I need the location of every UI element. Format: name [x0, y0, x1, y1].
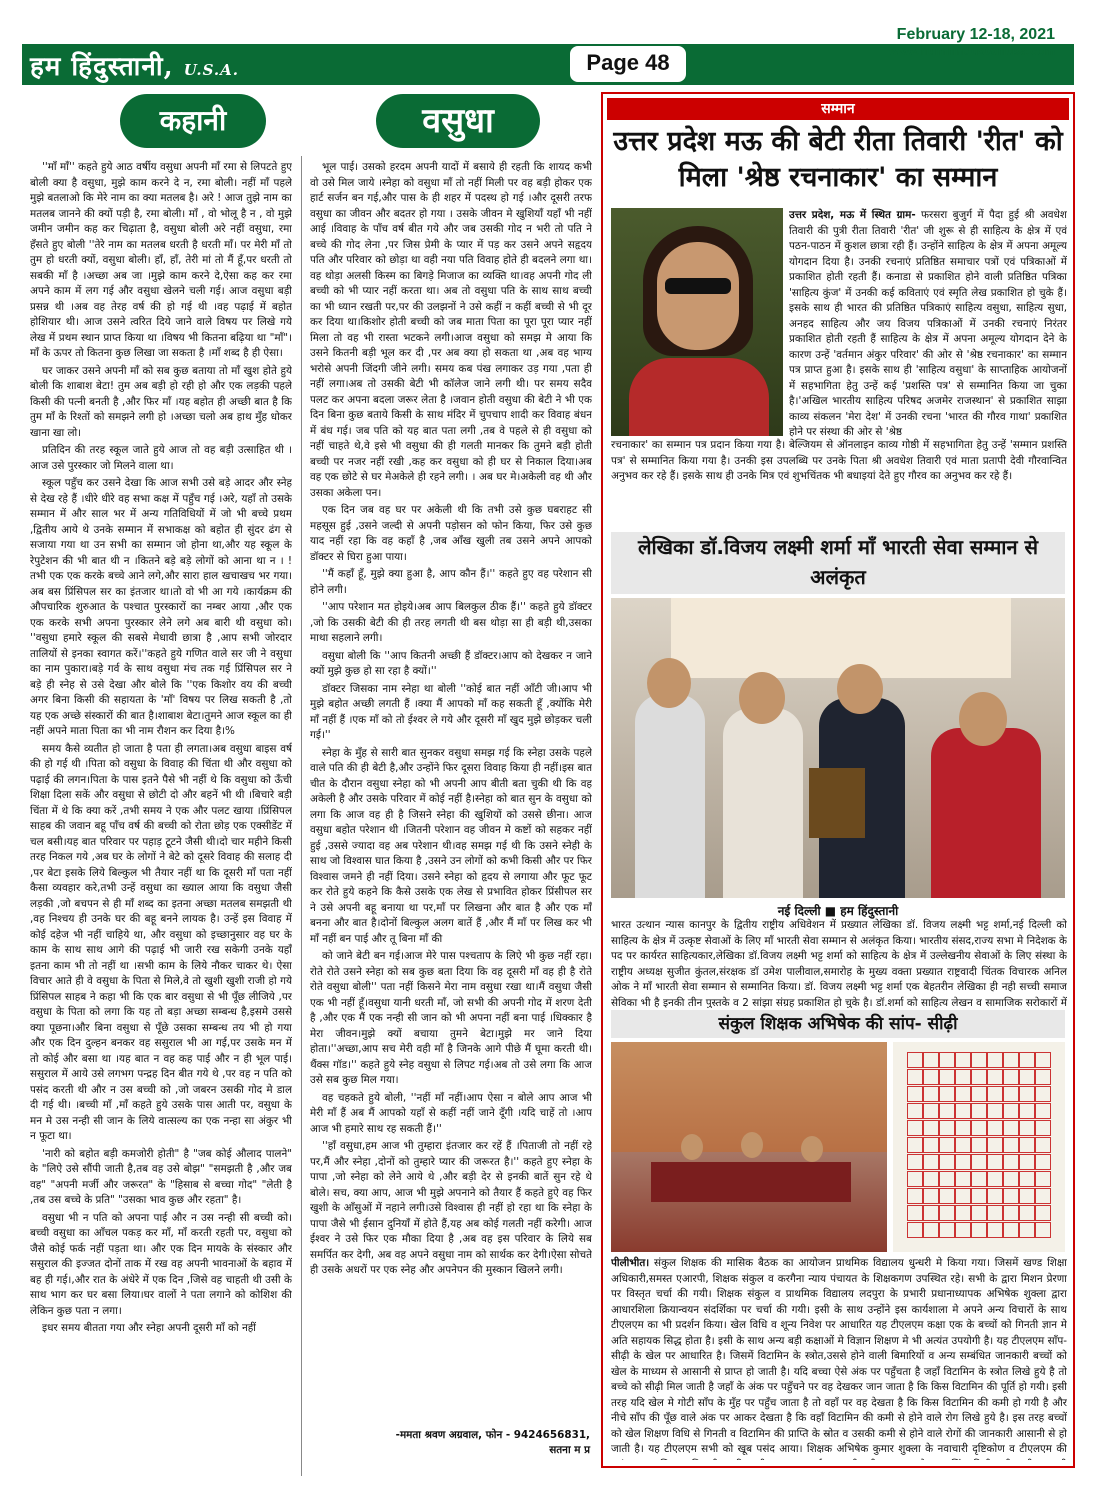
- photo-sunglasses: [665, 278, 731, 294]
- board-cell: [923, 1069, 939, 1085]
- photo-head: [741, 1132, 763, 1158]
- board-cell: [987, 1137, 1003, 1153]
- story-paragraph: ''हाँ वसुधा,हम आज भी तुम्हारा इंतजार कर रहें हैं ।पिताजी तो नहीं रहे पर,मैं और स्नेहा ,दोनों को तुम्हारे प्यार की जरूरत है।'' कहते हुए स्नेहा के पापा ,जो स्नेहा को लेने आये थे ,और बड़ी देर से इनकी बातें सुन रहे थे बोले। सच, क्या आप, आज भी मुझे अपनाने को तैयार हैं कहते हुऐ वह फिर खुशी के आँसुओं में नहाने लगी।उसे विश्वास ही नहीं हो रहा था कि स्नेहा के पापा जैसे भी ईसान दुनियाँ में होते हैं,यह अब कोई गलती नहीं करेगी। आज ईश्वर ने उसे फिर एक मौका दिया है ,अब वह इस परिवार के लिये सब समर्पित कर देगी, अब वह अपने वसुधा नाम को सार्थक कर देगी।ऐसा सोचते ही उसके अधरों पर एक स्नेह और अपनेपन की मुस्कान खिलने लगी।: [310, 1140, 592, 1276]
- news-1-full-text: रचनाकार' का सम्मान पत्र प्रदान किया गया है। बेल्जियम से ऑनलाइन काव्य गोष्ठी में सहभागिता हेतु उन्हें 'सम्मान प्रशस्ति पत्र' से सम्मानित किया गया है। उनकी इस उपलब्धि पर उनके पिता श्री अवधेश तिवारी एवं माता प्रतापी देवी गौरवान्वित अनुभव कर रहे हैं। इसके साथ ही उनके मित्र एवं शुभचिंतक भी बधाइयां देते हुए गौरव का अनुभव कर रहे हैं।: [611, 439, 1067, 482]
- board-cell: [907, 1069, 923, 1085]
- photo-head-1: [647, 658, 691, 708]
- board-cell: [923, 1103, 939, 1119]
- board-cell: [955, 1137, 971, 1153]
- story-column-2: [310, 160, 592, 1422]
- board-cell: [1003, 1103, 1019, 1119]
- news-headline-2: लेखिका डॉ.विजय लक्ष्मी शर्मा माँ भारती सेवा सम्मान से अलंकृत: [611, 532, 1065, 594]
- issue-date: February 12-18, 2021: [896, 26, 1055, 43]
- author-name: -ममता श्रवण अग्रवाल, फोन - 9424656831,: [395, 1429, 590, 1441]
- board-cell: [1019, 1137, 1035, 1153]
- story-paragraph: वसुधा भी न पति को अपना पाई और न उस नन्ही सी बच्ची को। बच्ची वसुधा का आँचल पकड़ कर माँ, माँ करती रहती पर, वसुधा को जैसे कोई फर्क नहीं पड़ता था। और एक दिन मायके के संस्कार और ससुराल की इज्जत दोनों ताक में रख वह अपनी भावनाओं के बहाव में बह ही गई।,और रात के अंधेरे में एक दिन ,जिसे वह चाहती थी उसी के साथ भाग कर घर बसा लिया।घर वालों ने पता लगाने को कोशिश की लेकिन कुछ पता न लगा।: [30, 1211, 292, 1317]
- story-paragraph: स्कूल पहुँच कर उसने देखा कि आज सभी उसे बड़े आदर और स्नेह से देख रहे हैं ।धीरे धीरे वह सभा कक्ष में पहुँच गई ।अरे, यहाँ तो उसके सम्मान में और साल भर में अन्य गतिविधियों में जो भी बच्चे प्रथम ,द्वितीय आये थे उनके सम्मान में सभाकक्ष को बहोत ही सुंदर ढंग से सजाया गया था उन सभी का सम्मान जो होना था,और यह स्कूल के रेपुटेशन की भी बात थी न ।कितने बड़े बड़े लोगों को आना था न । !तभी एक एक करके बच्चे आने लगे,और सारा हाल खचाखच भर गया।अब बस प्रिंसिपल सर का इंतजार था।तो वो भी आ गये ।कार्यक्रम की औपचारिक शुरुआत के पश्चात पुरस्कारों का नम्बर आया ,और एक एक करके सभी अपना पुरस्कार लेने लगे अब बारी थी वसुधा को। ''वसुधा हमारे स्कूल की सबसे मेधावी छात्रा है ,आप सभी जोरदार तालियों से इनका स्वागत करें।''कहते हुये गणित वाले सर जी ने वसुधा का नाम पुकारा।बड़े गर्व के साथ वसुधा मंच तक गई प्रिंसिपल सर ने बड़े ही स्नेह से उसे देखा और बोले कि ''एक किशोर वय की बच्ची अगर बिना किसी की सहायता के 'माँ' विषय पर लिख सकती है ,तो यह एक अच्छे संस्कारों की बात है।शाबाश बेटा।तुमने आज स्कूल का ही नहीं अपने माता पिता का भी नाम रौशन कर दिया है।%: [30, 477, 292, 737]
- board-cell: [1019, 1086, 1035, 1102]
- news-box: [601, 92, 1075, 1468]
- section-label: कहानी: [159, 104, 227, 137]
- board-cell: [1019, 1171, 1035, 1187]
- story-paragraph: ''आप परेशान मत होइये।अब आप बिलकुल ठीक हैं।'' कहते हुये डॉक्टर ,जो कि उसकी बेटी की ही तरह लगती थी बस थोड़ा सा ही बड़ी थी,उसका माथा सहलाने लगी।: [310, 601, 592, 644]
- board-cell: [971, 1069, 987, 1085]
- board-cell: [939, 1137, 955, 1153]
- board-cell: [1035, 1137, 1051, 1153]
- board-cell: [987, 1069, 1003, 1085]
- board-cell: [1035, 1154, 1051, 1170]
- masthead-title: [30, 47, 239, 83]
- board-cell: [923, 1188, 939, 1204]
- board-cell: [987, 1120, 1003, 1136]
- story-paragraph: डॉक्टर जिसका नाम स्नेहा था बोली ''कोई बात नहीं आँटी जी।आप भी मुझे बहोत अच्छी लगती हैं ।क्या मैं आपको माँ कह सकती हूँ ,क्योंकि मेरी माँ नहीं हैं ।एक माँ को तो ईश्वर ले गये और दूसरी माँ खुद मुझे छोड़कर चली गई।'': [310, 682, 592, 741]
- board-cell: [1003, 1188, 1019, 1204]
- board-cell: [971, 1205, 987, 1221]
- photo-banner: [671, 598, 1011, 678]
- board-cell: [1003, 1137, 1019, 1153]
- issue-date-block: [889, 26, 1055, 58]
- board-cell: [907, 1137, 923, 1153]
- masthead-title-suffix: U.S.A.: [183, 61, 240, 79]
- board-cell: [1035, 1069, 1051, 1085]
- page-number: Page 48: [568, 44, 688, 84]
- photo-table: [651, 1162, 851, 1202]
- board-cell: [1035, 1205, 1051, 1221]
- photo-scarf: [629, 358, 769, 436]
- board-cell: [1003, 1171, 1019, 1187]
- meeting-photo: [611, 1042, 887, 1252]
- board-cell: [955, 1222, 971, 1238]
- masthead-title-text: हम हिंदुस्तानी,: [30, 52, 174, 82]
- photo-head: [801, 1136, 823, 1162]
- news-2-caption: नई दिल्ली ■ हम हिंदुस्तानी: [777, 904, 899, 918]
- board-cell: [1019, 1222, 1035, 1238]
- photo-person-1: [635, 694, 705, 898]
- board-cell: [987, 1188, 1003, 1204]
- board-cell: [1019, 1052, 1035, 1068]
- board-cell: [955, 1103, 971, 1119]
- board-cell: [939, 1069, 955, 1085]
- story-paragraph: प्रतिदिन की तरह स्कूल जाते हुये आज तो वह बड़ी उत्साहित थी ।आज उसे पुरस्कार जो मिलने वाला था।: [30, 444, 292, 472]
- story-paragraph: को जाने बेटी बन गई।आज मेरे पास पश्चताप के लिऐ भी कुछ नहीं रहा।रोते रोते उसने स्नेहा को सब कुछ बता दिया कि वह दूसरी माँ वह ही है रोते रोते वसुधा बोली'' पता नहीं किसने मेरा नाम वसुधा रखा था।मैं वसुधा जैसी एक भी नहीं हूँ।वसुधा यानी धरती माँ, जो सभी की अपनी गोद में शरण देती है ,और एक मैं एक नन्ही सी जान को भी अपना नहीं बना पाई ।धिक्कार है मेरा जीवन।मुझे क्यों बचाया तुमने बेटा।मुझे मर जाने दिया होता।''अच्छा,आप सच मेरी वही माँ है जिनके आगे पीछे मैं घूमा करती थी।थैंक्स गॉड।'' कहते हुये स्नेह वसुधा से लिपट गई।अब तो उसे लगा कि आज उसे सब कुछ मिल गया।: [310, 950, 592, 1086]
- board-cell: [987, 1154, 1003, 1170]
- board-cell: [939, 1205, 955, 1221]
- news-3-body: संकुल शिक्षक की मासिक बैठक का आयोजन प्राथमिक विद्यालय धुन्धरी मे किया गया। जिसमें खण्ड शिक्षा अधिकारी,समस्त एआरपी, शिक्षक संकुल व करगैना न्याय पंचायत के शिक्षकगण उपस्थित रहे। सभी के द्वारा मिशन प्रेरणा पर विस्तृत चर्चा की गयी। शिक्षक संकुल व प्राथमिक विद्यालय लदपुरा के प्रभारी प्रधानाध्यापक अभिषेक शुक्ला द्वारा आधारशिला क्रियान्वयन संदर्शिका पर चर्चा की गयी। इसी के साथ उन्होंने इस कार्यशाला मे अपने अन्य विचारों के साथ टीएलएम का भी प्रदर्शन किया। खेल विधि व शून्य निवेश पर आधारित यह टीएलएम कक्षा एक के बच्चों को गिनती ज्ञान मे अति सहायक सिद्ध होता है। इसी के साथ अन्य बड़ी कक्षाओं मे विज्ञान शिक्षण मे भी अत्यंत उपयोगी है। यह टीएलएम साँप- सीढ़ी के खेल पर आधारित है। जिसमें विटामिन के स्त्रोत,उससे होने वाली बिमारियों व अन्य सम्बंधित जानकारी बच्चों को खेल के माध्यम से आसानी से प्राप्त हो जाती है। यदि बच्चा ऐसे अंक पर पहुँचता है जहाँ विटामिन के स्त्रोत लिखे हुये है तो बच्चे को सीढ़ी मिल जाती है जहाँ के अंक पर पहुँचने पर वह देखकर जान जाता है कि किस विटामिन की पूर्ति हो गयी। इसी तरह यदि खेल मे गोटी साँप के मुँह पर पहुँच जाता है तो वहाँ पर वह देखता है कि किस विटामिन की कमी हो गयी है और नीचे साँप की पूँछ वाले अंक पर आकर देखता है कि वहाँ विटामिन की कमी से होने वाले रोग लिखे हुये है। इस तरह बच्चों को खेल शिक्षण विधि से गिनती व विटामिन की प्राप्ति के स्रोत व उसकी कमी से होने वाले रोगों की जानकारी आसानी से हो जाती है। यह टीएलएम सभी को खूब पसंद आया। शिक्षक अभिषेक कुमार शुक्ला के नवाचारी दृष्टिकोण व टीएलएम की: [611, 1257, 1067, 1455]
- board-cell: [1019, 1205, 1035, 1221]
- board-cell: [987, 1086, 1003, 1102]
- story-paragraph: वसुधा बोली कि ''आप कितनी अच्छी हैं डॉक्टर।आप को देखकर न जाने क्यों मुझे कुछ हो सा रहा है क्यों।'': [310, 649, 592, 677]
- board-cell: [923, 1222, 939, 1238]
- board-cell: [939, 1086, 955, 1102]
- story-paragraph: ''मैं कहाँ हूँ, मुझे क्या हुआ है, आप कौन हैं।'' कहते हुए वह परेशान सी होने लगी।: [310, 568, 592, 596]
- story-header: [24, 94, 580, 150]
- news-2-body: भारत उत्थान न्यास कानपुर के द्वितीय राष्ट्रीय अधिवेशन में प्रख्यात लेखिका डॉ. विजय लक्ष्मी भट्ट शर्मा,नई दिल्ली को साहित्य के क्षेत्र में उत्कृष्ट सेवाओं के लिए माँ भारती सेवा सम्मान से अलंकृत किया। भारतीय संसद,राज्य सभा मे निदेशक के पद पर कार्यरत साहित्यकार,लेखिका डॉ.विजय लक्ष्मी भट्ट शर्मा को साहित्य के क्षेत्र में उल्लेखनीय सेवाओं के लिए संस्था के राष्ट्रीय अध्यक्ष सुजीत कुंतल,संरक्षक डॉ उमेश पालीवाल,समारोह के मुख्य वक्ता प्रख्यात राष्ट्रवादी चिंतक विचारक अनिल ओक ने माँ भारती सेवा सम्मान से सम्मानित किया। डॉ. विजय लक्ष्मी भट्ट शर्मा एक बेहतरीन लेखिका ही नही सच्ची समाज सेविका भी है इनकी तीन पुस्तके व 2 सांझा संग्रह प्रकाशित हो चुके है। डॉ.शर्मा को साहित्य लेखन व सामाजिक सरोकारों में: [611, 919, 1067, 1008]
- board-cell: [971, 1086, 987, 1102]
- board-cell: [955, 1086, 971, 1102]
- photo-plaque: [809, 768, 865, 838]
- board-cell: [907, 1086, 923, 1102]
- board-cell: [923, 1137, 939, 1153]
- snake-ladder-chart-photo: [893, 1042, 1065, 1252]
- board-cell: [987, 1103, 1003, 1119]
- photo-head-3: [837, 664, 883, 714]
- board-cell: [971, 1137, 987, 1153]
- board-cell: [1003, 1120, 1019, 1136]
- board-cell: [1035, 1103, 1051, 1119]
- board-cell: [939, 1103, 955, 1119]
- story-paragraph: समय कैसे व्यतीत हो जाता है पता ही लगता।अब वसुधा बाइस वर्ष की हो गई थी ।पिता को वसुधा के विवाह की चिंता थी और वसुधा को पढ़ाई की लगन।पिता के पास इतने पैसे भी नहीं थे कि वसुधा को ऊँची शिक्षा दिला सकें और वसुधा से छोटी दो और बहनें भी थी ।बिचारे बड़ी चिंता में थे कि क्या करें ,तभी समय ने एक और पलट खाया ।प्रिंसिपल साहब की जवान बहू पाँच वर्ष की बच्ची को रोता छोड़ एक एक्सीडेंट में चल बसी।यह बात परिवार पर पहाड़ टूटने जैसी थी।दो चार महीने किसी तरह निकल गये ,अब घर के लोगों ने बेटे को दूसरे विवाह की सलाह दी ,पर बेटा इसके लिये बिल्कुल भी तैयार नहीं था कि दूसरी माँ पता नहीं कैसा व्यवहार करे,तभी उन्हें वसुधा का ख्याल आया कि वसुधा जैसी लड़की ,जो बचपन से ही माँ शब्द का इतना अच्छा मतलब समझती थी ,वह निश्चय ही उनके घर की बहू बनने लायक है। उन्हें इस विवाह में कोई दहेज भी नहीं चाहिये था, और वसुधा को इच्छानुसार वह घर के काम के साथ साथ आगे की पढ़ाई भी जारी रख सकेगी उनके यहाँ इतना काम भी तो नहीं था ।सभी काम के लिये नौकर चाकर थे। ऐसा विचार आते ही वे वसुधा के पिता से मिले,वे तो खुशी खुशी राजी हो गये प्रिंसिपल साहब ने कहा भी कि एक बार वसुधा से भी पूँछ लीजिये ,पर वसुधा के पिता को लगा कि यह तो बड़ा अच्छा सम्बन्ध है,इसमे उससे क्या पूछना।और बिना वसुधा से पूँछे उसका सम्बन्ध तय भी हो गया और एक दिन दुल्हन बनकर वह ससुराल भी आ गई,पर उसके मन में तो कोई और बसा था ।यह बात न वह कह पाई और न ही भूल पाई। ससुराल में आये उसे लगभग पन्द्रह दिन बीत गये थे ,पर वह न पति को पसंद करती थी और न उस बच्ची को ,जो जबरन उसकी गोद मे डाल दी गई थी। ।बच्ची माँ ,माँ कहते हुये उसके पास आती पर, वसुधा के मन मे उस नन्ही सी जान के लिये वात्सल्य का एक नन्हा सा अंकुर भी न फूटा था।: [30, 742, 292, 1142]
- board-cell: [971, 1188, 987, 1204]
- news-1-dateline: उत्तर प्रदेश, मऊ में स्थित ग्राम-: [789, 209, 916, 221]
- board-cell: [923, 1205, 939, 1221]
- column-divider: [301, 156, 302, 1476]
- board-cell: [907, 1222, 923, 1238]
- board-cell: [1035, 1171, 1051, 1187]
- board-cell: [939, 1222, 955, 1238]
- news-3-text: [611, 1256, 1067, 1460]
- story-paragraph: इधर समय बीतता गया और स्नेहा अपनी दूसरी माँ को नहीं: [42, 1322, 256, 1334]
- board-cell: [1035, 1052, 1051, 1068]
- board-cell: [939, 1154, 955, 1170]
- news-headline-1: उत्तर प्रदेश मऊ की बेटी रीता तिवारी 'रीत' को मिला 'श्रेष्ठ रचनाकार' का सम्मान: [613, 126, 1063, 193]
- board-cell: [955, 1154, 971, 1170]
- board-cell: [1035, 1086, 1051, 1102]
- board-cell: [923, 1086, 939, 1102]
- board-cell: [1003, 1154, 1019, 1170]
- board-cell: [907, 1188, 923, 1204]
- photo-head: [681, 1134, 703, 1160]
- board-cell: [1003, 1052, 1019, 1068]
- news-headline-3: संकुल शिक्षक अभिषेक की सांप- सीढ़ी: [611, 1010, 1065, 1038]
- story-paragraph: एक दिन जब वह घर पर अकेली थी कि तभी उसे कुछ घबराहट सी महसूस हुई ,उसने जल्दी से अपनी पड़ोसन को फोन किया, फिर उसे कुछ याद नहीं रहा कि वह कहाँ है ,जब आँख खुली तब उसने अपने आपको डॉक्टर से घिरा हुआ पाया।: [310, 504, 592, 563]
- award-ceremony-photo: [611, 598, 1065, 898]
- board-cell: [971, 1222, 987, 1238]
- board-cell: [939, 1052, 955, 1068]
- board-cell: [1019, 1120, 1035, 1136]
- board-cell: [907, 1171, 923, 1187]
- author-photo: [611, 208, 783, 436]
- story-paragraph: वह चहकते हुये बोली, ''नहीं माँ नहीं।आप ऐसा न बोले आप आज भी मेरी माँ हैं अब मैं आपको यहाँ से कहीं नहीं जाने दूँगी ।यदि चाहें तो ।आप आज भी हमारे साथ रह सकती हैं।'': [310, 1091, 592, 1135]
- board-cell: [1003, 1222, 1019, 1238]
- site-url[interactable]: www.humhindustaniusa.com: [889, 44, 1055, 58]
- board-cell: [907, 1103, 923, 1119]
- board-cell: [955, 1171, 971, 1187]
- board-cell: [923, 1154, 939, 1170]
- board-cell: [907, 1154, 923, 1170]
- board-cell: [955, 1069, 971, 1085]
- story-author: [330, 1428, 590, 1458]
- photo-person-2: [723, 708, 803, 898]
- board-cell: [987, 1205, 1003, 1221]
- board-cell: [987, 1222, 1003, 1238]
- board-cell: [1019, 1188, 1035, 1204]
- board-cell: [971, 1171, 987, 1187]
- photo-head-2: [739, 672, 785, 724]
- story-paragraph: भूल पाई। उसको हरदम अपनी यादों में बसाये ही रहती कि शायद कभी वो उसे मिल जाये ।स्नेहा को वसुधा माँ तो नहीं मिली पर वह बड़ी होकर एक हार्ट सर्जन बन गई,और पास के ही शहर में पदस्थ हो गई ।और दूसरी तरफ वसुधा का जीवन और बदतर हो गया । उसके जीवन मे खुशियाँ यहाँ भी नहीं आई ।विवाह के पाँच वर्ष बीत गये और जब उसकी गोद न भरी तो पति ने बच्चे की गोद लेना ,पर जिस प्रेमी के प्यार में पड़ कर उसने अपने सहृदय पति और परिवार को छोड़ा था वही नया पति विवाह होते ही बदलने लगा था। वह थोड़ा अलसी किस्म का बिगड़े मिजाज का व्यक्ति था।वह अपनी गोद ली बच्ची को भी प्यार नहीं करता था। अब तो वसुधा पति के साथ साथ बच्ची का भी ध्यान रखती पर,पर की उलझनों ने उसे कहीं न कहीं बच्ची से भी दूर कर दिया था।किशोर होती बच्ची को जब माता पिता का पूरा पूरा प्यार नहीं मिला तो वह भी रास्ता भटकने लगी।आज वसुधा को समझ मे आया कि उसने कितनी बड़ी भूल कर दी ,पर अब क्या हो सकता था ,अब वह भाग्य भरोसे अपनी जिंदगी जीने लगी। समय कब पंख लगाकर उड़ गया ,पता ही नहीं लगा।अब तो उसकी बेटी भी कॉलेज जाने लगी थी। पर समय सदैव पलट कर अपना बदला जरूर लेता है ।जवान होती वसुधा की बेटी ने भी एक दिन बिना कुछ बताये किसी के साथ मंदिर में चुपचाप शादी कर विवाह बंधन में बंध गई। जब पति को यह बात पता लगी ,तब वे पहले से ही वसुधा को नहीं चाहते थे,वे इसे भी वसुधा की ही गलती मानकर कि तुमने बड़ी होती बच्ची पर नजर नहीं रखी ,कह कर वसुधा को ही घर से निकाल दिया।अब वह एक छोटे से घर मेअकेले ही रहने लगी। । अब घर मे।अकेली वह थी और उसका अकेला पन।: [310, 161, 592, 499]
- board-cell: [987, 1171, 1003, 1187]
- board-cell: [1035, 1120, 1051, 1136]
- board-cell: [939, 1188, 955, 1204]
- board-cell: [955, 1188, 971, 1204]
- board-cell: [1019, 1154, 1035, 1170]
- board-cell: [923, 1120, 939, 1136]
- story-column-1: [30, 160, 292, 1478]
- news-3-dateline: पीलीभीत।: [611, 1257, 650, 1269]
- board-cell: [939, 1120, 955, 1136]
- board-cell: [939, 1171, 955, 1187]
- story-paragraph: 'नारी को बहोत बड़ी कमजोरी होती" है "जब कोई औलाद पालने" के "लिऐ उसे सौंपी जाती है,तब वह उसे बोझ" "समझती है ,और जब वह" "अपनी मर्जी और जरूरत" के "हिसाब से बच्चा गोद" "लेती है ,तब उस बच्चे के प्रति" "उसका भाव कुछ और रहता" है।: [30, 1147, 292, 1206]
- news-1-side-text: [789, 208, 1067, 438]
- news-1-body: फरसरा बुजुर्ग में पैदा हुई श्री अवधेश तिवारी की पुत्री रीता तिवारी 'रीत' जी शुरू से ही साहित्य के क्षेत्र में एवं पठन-पाठन में कुशल छात्रा रही हैं। उन्होंने साहित्य के क्षेत्र में अपना अमूल्य योगदान दिया है। उनकी रचनाएं प्रतिष्ठित समाचार पत्रों एवं पत्रिकाओं में प्रकाशित होती रहती हैं। कनाडा से प्रकाशित होने वाली प्रतिष्ठित पत्रिका 'साहित्य कुंज' में उनकी कई कविताएं एवं स्मृति लेख प्रकाशित हो चुके हैं। इसके साथ ही भारत की प्रतिष्ठित पत्रिकाएं साहित्य वसुधा, साहित्य सुधा, अनहद साहित्य और जय विजय पत्रिकाओं में उनकी रचनाएं निरंतर प्रकाशित होती रहती हैं साहित्य के क्षेत्र में अपना अमूल्य योगदान देने के कारण उन्हें 'वर्तमान अंकुर परिवार' की ओर से 'श्रेष्ठ रचनाकार' का सम्मान पत्र प्राप्त हुआ है। इसके साथ ही 'साहित्य वसुधा' के साप्ताहिक आयोजनों में सहभागिता हेतु उन्हें कई 'प्रशस्ति पत्र' से सम्मानित किया जा चुका है।'अखिल भारतीय साहित्य परिषद अजमेर राजस्थान' से प्रकाशित साझा काव्य संकलन 'मेरा देश' में उनकी रचना 'भारत की गौरव गाथा' प्रकाशित होने पर संस्था की ओर से 'श्रेष्ठ: [789, 209, 1067, 438]
- board-cell: [955, 1052, 971, 1068]
- board-cell: [1003, 1086, 1019, 1102]
- board-cell: [923, 1052, 939, 1068]
- board-cell: [1035, 1188, 1051, 1204]
- board-cell: [1003, 1069, 1019, 1085]
- author-place: सतना म प्र: [549, 1444, 590, 1456]
- board-cell: [971, 1120, 987, 1136]
- board-cell: [955, 1120, 971, 1136]
- board-cell: [907, 1205, 923, 1221]
- story-title: वसुधा: [376, 94, 540, 148]
- board-cell: [1003, 1205, 1019, 1221]
- board-cell: [971, 1052, 987, 1068]
- story-paragraph: स्नेहा के मुँह से सारी बात सुनकर वसुधा समझ गई कि स्नेहा उसके पहले वाले पति की ही बेटी है,और उन्होंने फिर दूसरा विवाह किया ही नहीं।इस बात चीत के दौरान वसुधा स्नेहा को भी अपनी आप बीती बता चुकी थी कि वह अकेली है और उसके परिवार में कोई नहीं है।स्नेहा को बात सुन के वसुधा को लगा कि आज वह ही है जिसने स्नेहा की खुशियों को उससे छीना। आज वसुधा बहोत परेशान थी ।जितनी परेशान वह जीवन मे कष्टों को सहकर नहीं हुई ,उससे ज्यादा वह अब परेशान थी।वह समझ गई थी कि उसने स्नेही के साथ जो विश्वास घात किया है ,उसने उन लोगों को कभी किसी और पर फिर विश्वास जमने ही नहीं दिया। उसने स्नेहा को हृदय से लगाया और फूट फूट कर रोते हुये कहने कि कैसे उसके एक लेख से प्रभावित होकर प्रिंसीपल सर ने उसे अपनी बहू बनाया था पर,माँ पर लिखना और बात है और एक माँ बनना और बात है।दोनों बिल्कुल अलग बातें हैं ,और मैं माँ पर लिख कर भी माँ नहीं बन पाई और तू बिना माँ की: [310, 746, 592, 945]
- board-cell: [955, 1205, 971, 1221]
- story-paragraph: ''माँ माँ'' कहते हुये आठ वर्षीय वसुधा अपनी माँ रमा से लिपटते हुए बोली क्या है वसुधा, मुझे काम करने दे न, रमा बोली। नहीं माँ पहले मुझे बतलाओ कि मेरे नाम का क्या मतलब है। अरे ! आज तुझे नाम का मतलब जानने की क्यों पड़ी है, रमा बोली। माँ , वो भोलू है न , वो मुझे जमीन जमीन कह कर चिढ़ाता है, वसुधा बोली अरे नहीं वसुधा, रमा हँसते हुए बोली ''तेरे नाम का मतलब धरती है धरती माँ। पर मेरी माँ तो तुम हो धरती क्यों, वसुधा बोली। हाँ, हाँ, तेरी मां तो मैं हूँ,पर धरती तो सबकी माँ है ।अच्छा अब जा ।मुझे काम करने दे,ऐसा कह कर रमा अपने काम में लग गई और वसुधा खेलने चली गई। आज वसुधा बड़ी प्रसन्न थी ।अब वह तेरह वर्ष की हो गई थी ।वह पढ़ाई में बहोत होशियार थी। आज उसने त्वरित दिये जाने वाले विषय पर लिखे गये लेख में प्रथम स्थान प्राप्त किया था ।विषय भी कितना बढ़िया था "माँ"। माँ के ऊपर तो कितना कुछ लिखा जा सकता है ।माँ शब्द है ही ऐसा।: [30, 161, 292, 359]
- photo-person-4: [931, 728, 1041, 898]
- board-cell: [987, 1052, 1003, 1068]
- board-cell: [1035, 1222, 1051, 1238]
- board-cell: [907, 1120, 923, 1136]
- board-cell: [1019, 1069, 1035, 1085]
- board-cell: [907, 1052, 923, 1068]
- photo-head-4: [959, 692, 1007, 746]
- board-cell: [1019, 1103, 1035, 1119]
- board-cell: [971, 1154, 987, 1170]
- story-paragraph: घर जाकर उसने अपनी माँ को सब कुछ बताया तो माँ खुश होते हुये बोली कि शाबाश बेटा! तुम अब बड़ी हो रही हो और एक लड़की पहले किसी की पत्नी बनती है ,और फिर माँ ।यह बहोत ही अच्छी बात है कि तुम माँ के रिश्तों को समझने लगी हो ।अच्छा चलो अब हाथ मुँह धोकर खाना खा लो।: [30, 364, 292, 439]
- board-cell: [971, 1103, 987, 1119]
- news-section-label: सम्मान: [607, 98, 1069, 120]
- board-cell: [923, 1171, 939, 1187]
- photo-face: [657, 242, 739, 350]
